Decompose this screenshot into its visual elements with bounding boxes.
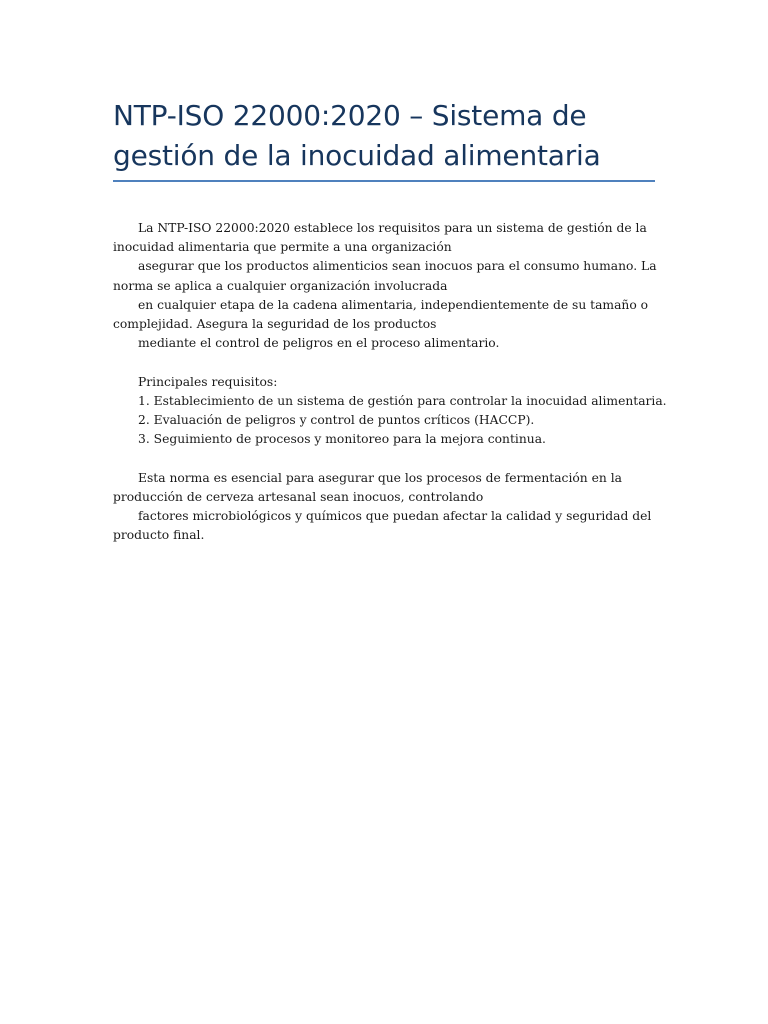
text-line: asegurar que los productos alimenticios sean inocuos para el consumo humano. La <box>138 259 657 274</box>
text-line: inocuidad alimentaria que permite a una organización <box>113 240 452 255</box>
text-line: producción de cerveza artesanal sean inocuos, controlando <box>113 489 484 504</box>
text-line: producto final. <box>113 528 205 543</box>
document-title: NTP-ISO 22000:2020 – Sistema de gestión de la inocuidad alimentaria <box>113 99 601 172</box>
text-line: en cualquier etapa de la cadena alimentaria, independientemente de su tamaño o <box>138 297 649 312</box>
title-underline-rule <box>113 180 655 182</box>
text-line: norma se aplica a cualquier organización involucrada <box>113 278 448 293</box>
intro-paragraph <box>113 219 658 353</box>
text-line: complejidad. Asegura la seguridad de los productos <box>113 317 437 332</box>
requirements-heading: Principales requisitos: <box>138 374 278 389</box>
requirements-paragraph <box>113 373 667 450</box>
conclusion-paragraph <box>113 469 658 546</box>
requirement-item: 3. Seguimiento de procesos y monitoreo para la mejora continua. <box>138 432 546 447</box>
document-body <box>113 219 667 565</box>
text-line: La NTP-ISO 22000:2020 establece los requisitos para un sistema de gestión de la <box>138 221 647 235</box>
text-line: Esta norma es esencial para asegurar que los procesos de fermentación en la <box>138 470 622 485</box>
text-line: factores microbiológicos y químicos que puedan afectar la calidad y seguridad del <box>138 509 652 524</box>
text-line: mediante el control de peligros en el proceso alimentario. <box>138 336 500 351</box>
requirement-item: 2. Evaluación de peligros y control de puntos críticos (HACCP). <box>138 413 535 428</box>
requirement-item: 1. Establecimiento de un sistema de gestión para controlar la inocuidad alimentaria. <box>138 393 667 408</box>
